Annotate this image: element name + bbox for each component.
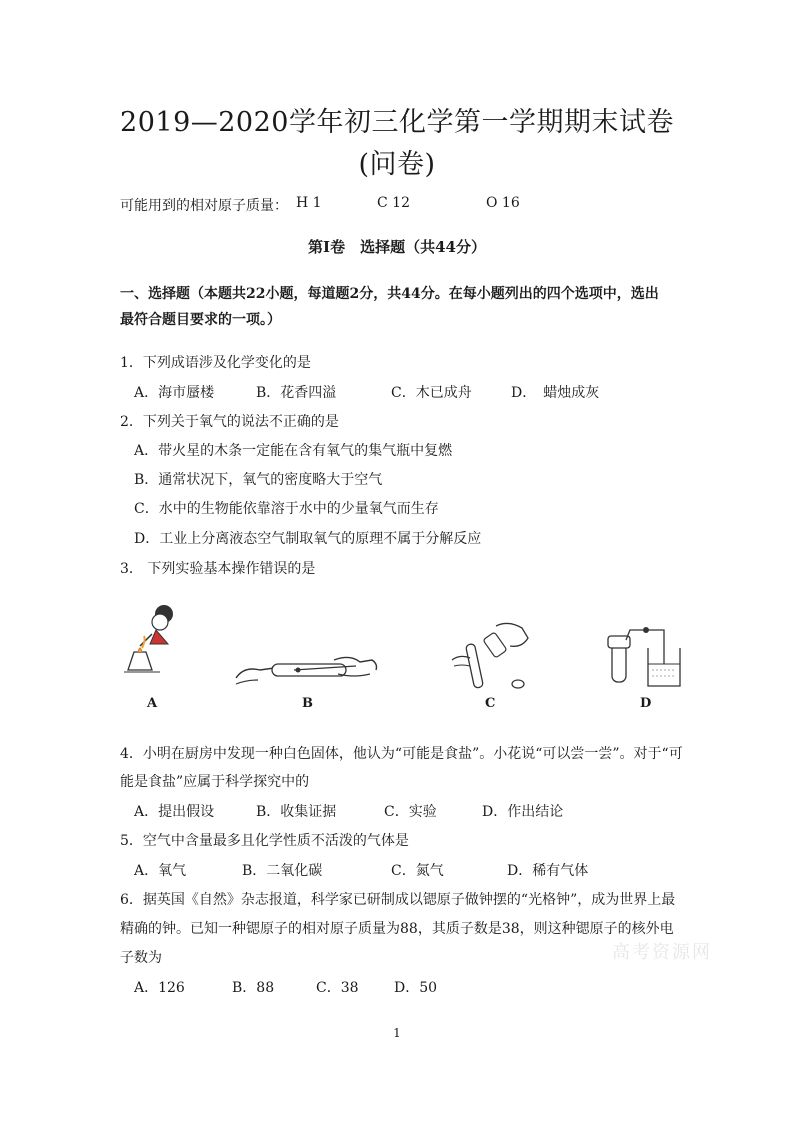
question-6-option-c: C．38 [316, 980, 359, 996]
watermark: 高考资源网 [612, 942, 712, 963]
exam-subtitle: (问卷) [358, 149, 436, 180]
question-4-option-a: A．提出假设 [134, 804, 215, 820]
question-5-stem: 5．空气中含量最多且化学性质不活泼的气体是 [120, 833, 409, 849]
question-5-option-d: D．稀有气体 [507, 863, 589, 879]
atomic-mass-label: 可能用到的相对原子质量： [120, 198, 288, 214]
question-1-stem: 1．下列成语涉及化学变化的是 [120, 355, 311, 371]
question-4-option-b: B．收集证据 [256, 804, 337, 820]
figure-a-lighting-alcohol-lamp [120, 600, 186, 692]
question-2-option-c: C．水中的生物能依靠溶于水中的少量氧气而生存 [134, 501, 439, 517]
question-5-option-c: C．氮气 [391, 863, 444, 879]
section-title: 第Ⅰ卷 选择题（共44分） [308, 238, 486, 256]
question-5-option-a: A．氧气 [134, 863, 187, 879]
section-instruction-line2: 最符合题目要求的一项。） [120, 312, 281, 328]
question-2-stem: 2．下列关于氧气的说法不正确的是 [120, 414, 339, 430]
question-4-stem-line1: 4．小明在厨房中发现一种白色固体，他认为“可能是食盐”。小花说“可以尝一尝”。对于“可 [120, 746, 683, 762]
question-5-option-b: B．二氧化碳 [242, 863, 323, 879]
question-6-option-b: B．88 [232, 980, 275, 996]
figure-d-label: D [640, 696, 652, 711]
question-1-option-b: B．花香四溢 [256, 385, 337, 401]
question-1-option-d: D． 蜡烛成灰 [511, 385, 600, 401]
question-4-option-d: D．作出结论 [482, 804, 564, 820]
figure-c-pouring-liquid [448, 618, 532, 692]
atomic-mass-o: O 16 [486, 195, 520, 211]
atomic-mass-h: H 1 [296, 195, 322, 211]
figure-b-label: B [302, 696, 313, 711]
page-number: 1 [393, 1026, 401, 1040]
question-2-option-d: D．工业上分离液态空气制取氧气的原理不属于分解反应 [134, 531, 482, 547]
question-6-stem-line2: 精确的钟。已知一种锶原子的相对原子质量为88，其质子数是38，则这种锶原子的核外电 [120, 921, 674, 937]
question-6-stem-line3: 子数为 [120, 950, 162, 966]
figure-a-label: A [147, 696, 158, 711]
figure-d-checking-airtightness [604, 624, 686, 692]
figure-b-adding-solid-to-test-tube [234, 640, 380, 690]
question-2-option-b: B．通常状况下，氧气的密度略大于空气 [134, 472, 383, 488]
question-1-option-a: A．海市蜃楼 [134, 385, 215, 401]
figure-c-label: C [485, 696, 496, 711]
question-6-option-a: A．126 [134, 980, 185, 996]
question-1-option-c: C．木已成舟 [391, 385, 472, 401]
question-6-option-d: D．50 [394, 980, 438, 996]
exam-title: 2019—2020学年初三化学第一学期期末试卷 [120, 107, 674, 138]
section-instruction-line1: 一、选择题（本题共22小题，每道题2分，共44分。在每小题列出的四个选项中，选出 [120, 286, 659, 302]
question-4-option-c: C．实验 [384, 804, 437, 820]
question-2-option-a: A．带火星的木条一定能在含有氧气的集气瓶中复燃 [134, 443, 453, 459]
question-4-stem-line2: 能是食盐”应属于科学探究中的 [120, 774, 310, 790]
question-6-stem-line1: 6．据英国《自然》杂志报道，科学家已研制成以锶原子做钟摆的“光格钟”，成为世界上最 [120, 892, 676, 908]
question-3-stem: 3． 下列实验基本操作错误的是 [120, 561, 316, 577]
atomic-mass-c: C 12 [377, 195, 410, 211]
